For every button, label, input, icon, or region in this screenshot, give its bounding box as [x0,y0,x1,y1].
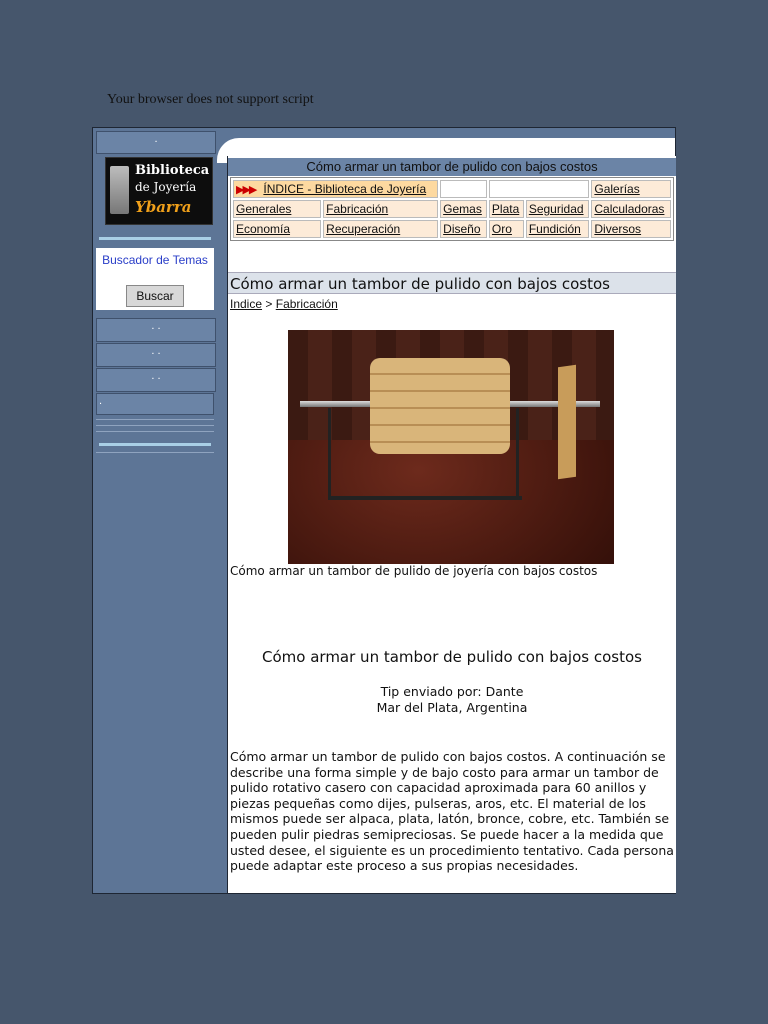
logo-text-3: Ybarra [135,198,192,216]
nav-link-diversos[interactable]: Diversos [591,220,671,238]
nav-empty-cell [440,180,487,198]
nav-link-fabricacion[interactable]: Fabricación [323,200,438,218]
sidebar-cell-4: . [96,393,214,415]
sidebar-divider [99,237,211,240]
tip-author: Tip enviado por: Dante [380,684,524,699]
page-title: Cómo armar un tambor de pulido con bajos costos [228,272,676,294]
noscript-message: Your browser does not support script [107,92,314,107]
polishing-drum-photo [288,330,614,564]
nav-link-plata[interactable]: Plata [489,200,524,218]
triple-arrow-icon: ▶▶▶ [236,184,256,196]
nav-link-oro[interactable]: Oro [489,220,524,238]
nav-index-link[interactable] [233,180,438,198]
breadcrumb-section-link[interactable]: Fabricación [275,297,338,311]
sidebar-divider [99,443,211,446]
logo-text-1: Biblioteca [135,163,210,178]
nav-link-recuperacion[interactable]: Recuperación [323,220,438,238]
logo-text-2: de Joyería [135,180,197,194]
search-label: Buscador de Temas [102,253,208,267]
nav-link-seguridad[interactable]: Seguridad [526,200,590,218]
nav-link-calculadoras[interactable]: Calculadoras [591,200,671,218]
breadcrumb [230,297,338,311]
header-title: Cómo armar un tambor de pulido con bajos costos [228,158,676,176]
main-content [227,156,676,893]
logo-area [96,154,214,228]
nav-link-diseno[interactable]: Diseño [440,220,487,238]
category-nav [230,177,674,241]
sidebar-line [96,425,214,426]
nav-link-economia[interactable]: Economía [233,220,321,238]
sidebar-line [96,419,214,420]
sidebar-cell-2[interactable]: . . [96,343,216,367]
tip-location: Mar del Plata, Argentina [376,700,528,715]
page-frame [92,127,676,894]
nav-index-label: ÍNDICE - Biblioteca de Joyería [263,182,427,196]
search-box [96,248,214,310]
tip-credit [228,684,676,716]
breadcrumb-separator: > [265,297,273,311]
search-button[interactable]: Buscar [126,285,184,307]
nav-link-galerias[interactable]: Galerías [591,180,671,198]
sidebar-top-cell: . [96,131,216,154]
logo-figure-icon [110,166,129,214]
nav-link-generales[interactable]: Generales [233,200,321,218]
sidebar-line [96,431,214,432]
sidebar-cell-3[interactable]: . . [96,368,216,392]
site-logo[interactable] [105,157,213,225]
nav-empty-cell [489,180,589,198]
breadcrumb-home-link[interactable]: Indice [230,297,263,311]
sidebar [93,128,217,893]
nav-link-fundicion[interactable]: Fundición [526,220,590,238]
photo-caption: Cómo armar un tambor de pulido de joyería con bajos costos [230,564,598,578]
nav-link-gemas[interactable]: Gemas [440,200,487,218]
article-heading: Cómo armar un tambor de pulido con bajos costos [262,648,642,666]
sidebar-cell-1[interactable]: . . [96,318,216,342]
content-corner [217,128,675,158]
article-body: Cómo armar un tambor de pulido con bajos costos. A continuación se describe una forma simple y de bajo costo para armar un tambor de pulido rotativo casero con capacidad aproximada para 60 anillos y piezas pequeñas como dijes, pulseras, aros, etc. El material de los mismos puede ser alpaca, plata, latón, bronce, cobre, etc. También se pueden pulir piedras semipreciosas. Se puede hacer a la medida que usted desee, el siguiente es un procedimiento tentativo. Cada persona puede adaptar este proceso a sus propias necesidades. [230,749,674,874]
sidebar-line [96,452,214,453]
